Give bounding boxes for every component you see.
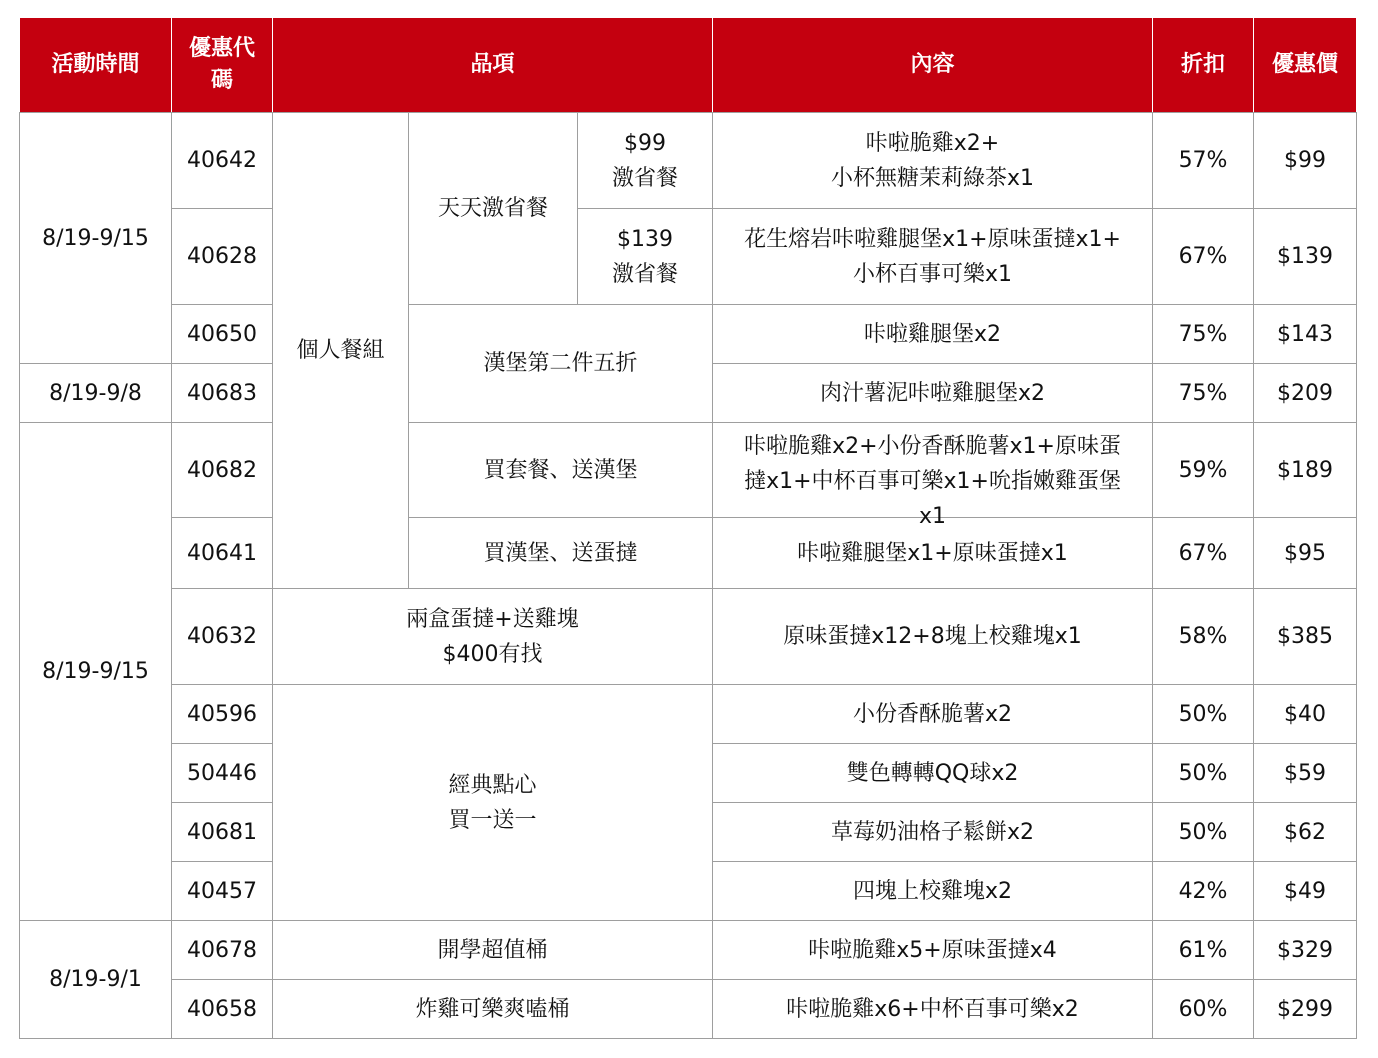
price-cell: $189 bbox=[1254, 423, 1357, 518]
code-cell: 40628 bbox=[172, 209, 273, 305]
table-row bbox=[20, 980, 1357, 1039]
code-cell: 40682 bbox=[172, 423, 273, 518]
price-cell: $99 bbox=[1254, 113, 1357, 209]
table-row bbox=[20, 113, 1357, 209]
item-cell: 買漢堡、送蛋撻 bbox=[409, 518, 713, 589]
item-cell: 經典點心 買一送一 bbox=[273, 685, 713, 921]
content-cell: 原味蛋撻x12+8塊上校雞塊x1 bbox=[713, 589, 1153, 685]
item-cell: $139 激省餐 bbox=[578, 209, 713, 305]
item-cell: $99 激省餐 bbox=[578, 113, 713, 209]
code-cell: 40678 bbox=[172, 921, 273, 980]
item-cell: 炸雞可樂爽嗑桶 bbox=[273, 980, 713, 1039]
promo-table bbox=[19, 17, 1357, 1039]
category-cell: 個人餐組 bbox=[273, 113, 409, 589]
content-cell: 雙色轉轉QQ球x2 bbox=[713, 744, 1153, 803]
code-cell: 40641 bbox=[172, 518, 273, 589]
discount-cell: 75% bbox=[1153, 305, 1254, 364]
discount-cell: 50% bbox=[1153, 803, 1254, 862]
table-row bbox=[20, 305, 1357, 364]
code-cell: 40457 bbox=[172, 862, 273, 921]
discount-cell: 59% bbox=[1153, 423, 1254, 518]
price-cell: $95 bbox=[1254, 518, 1357, 589]
price-cell: $40 bbox=[1254, 685, 1357, 744]
period-cell: 8/19-9/15 bbox=[20, 113, 172, 364]
content-cell: 小份香酥脆薯x2 bbox=[713, 685, 1153, 744]
code-cell: 40650 bbox=[172, 305, 273, 364]
item-cell: 漢堡第二件五折 bbox=[409, 305, 713, 423]
table-row bbox=[20, 685, 1357, 744]
item-cell: 兩盒蛋撻+送雞塊 $400有找 bbox=[273, 589, 713, 685]
table-row bbox=[20, 518, 1357, 589]
code-cell: 40683 bbox=[172, 364, 273, 423]
discount-cell: 61% bbox=[1153, 921, 1254, 980]
header-code: 優惠代 碼 bbox=[172, 18, 273, 113]
price-cell: $329 bbox=[1254, 921, 1357, 980]
price-cell: $139 bbox=[1254, 209, 1357, 305]
discount-cell: 67% bbox=[1153, 518, 1254, 589]
content-cell: 咔啦脆雞x6+中杯百事可樂x2 bbox=[713, 980, 1153, 1039]
code-cell: 40658 bbox=[172, 980, 273, 1039]
price-cell: $59 bbox=[1254, 744, 1357, 803]
price-cell: $143 bbox=[1254, 305, 1357, 364]
subcategory-cell: 天天激省餐 bbox=[409, 113, 578, 305]
price-cell: $385 bbox=[1254, 589, 1357, 685]
item-cell: 買套餐、送漢堡 bbox=[409, 423, 713, 518]
content-cell: 咔啦雞腿堡x2 bbox=[713, 305, 1153, 364]
content-cell: 咔啦脆雞x2+ 小杯無糖茉莉綠茶x1 bbox=[713, 113, 1153, 209]
period-cell: 8/19-9/1 bbox=[20, 921, 172, 1039]
header-discount: 折扣 bbox=[1153, 18, 1254, 113]
code-cell: 40642 bbox=[172, 113, 273, 209]
table-row bbox=[20, 589, 1357, 685]
table-row bbox=[20, 921, 1357, 980]
price-cell: $209 bbox=[1254, 364, 1357, 423]
table-header-row bbox=[20, 18, 1357, 113]
content-cell: 肉汁薯泥咔啦雞腿堡x2 bbox=[713, 364, 1153, 423]
content-text: 咔啦脆雞x2+小份香酥脆薯x1+原味蛋 撻x1+中杯百事可樂x1+吮指嫩雞蛋堡 x1 bbox=[744, 434, 1121, 529]
price-cell: $299 bbox=[1254, 980, 1357, 1039]
header-content: 內容 bbox=[713, 18, 1153, 113]
code-cell: 40632 bbox=[172, 589, 273, 685]
code-cell: 40681 bbox=[172, 803, 273, 862]
header-price: 優惠價 bbox=[1254, 18, 1357, 113]
content-cell: 草莓奶油格子鬆餅x2 bbox=[713, 803, 1153, 862]
period-cell: 8/19-9/15 bbox=[20, 423, 172, 921]
discount-cell: 60% bbox=[1153, 980, 1254, 1039]
discount-cell: 50% bbox=[1153, 744, 1254, 803]
content-cell: 咔啦雞腿堡x1+原味蛋撻x1 bbox=[713, 518, 1153, 589]
content-cell: 咔啦脆雞x5+原味蛋撻x4 bbox=[713, 921, 1153, 980]
discount-cell: 50% bbox=[1153, 685, 1254, 744]
content-cell: 四塊上校雞塊x2 bbox=[713, 862, 1153, 921]
price-cell: $49 bbox=[1254, 862, 1357, 921]
discount-cell: 42% bbox=[1153, 862, 1254, 921]
code-cell: 40596 bbox=[172, 685, 273, 744]
content-cell bbox=[713, 423, 1153, 529]
discount-cell: 67% bbox=[1153, 209, 1254, 305]
header-period: 活動時間 bbox=[20, 18, 172, 113]
table-row bbox=[20, 209, 1357, 305]
period-cell: 8/19-9/8 bbox=[20, 364, 172, 423]
item-cell: 開學超值桶 bbox=[273, 921, 713, 980]
header-item: 品項 bbox=[273, 18, 713, 113]
discount-cell: 57% bbox=[1153, 113, 1254, 209]
price-cell: $62 bbox=[1254, 803, 1357, 862]
table-row bbox=[20, 423, 1357, 518]
discount-cell: 75% bbox=[1153, 364, 1254, 423]
content-cell: 花生熔岩咔啦雞腿堡x1+原味蛋撻x1+ 小杯百事可樂x1 bbox=[713, 209, 1153, 305]
discount-cell: 58% bbox=[1153, 589, 1254, 685]
code-cell: 50446 bbox=[172, 744, 273, 803]
